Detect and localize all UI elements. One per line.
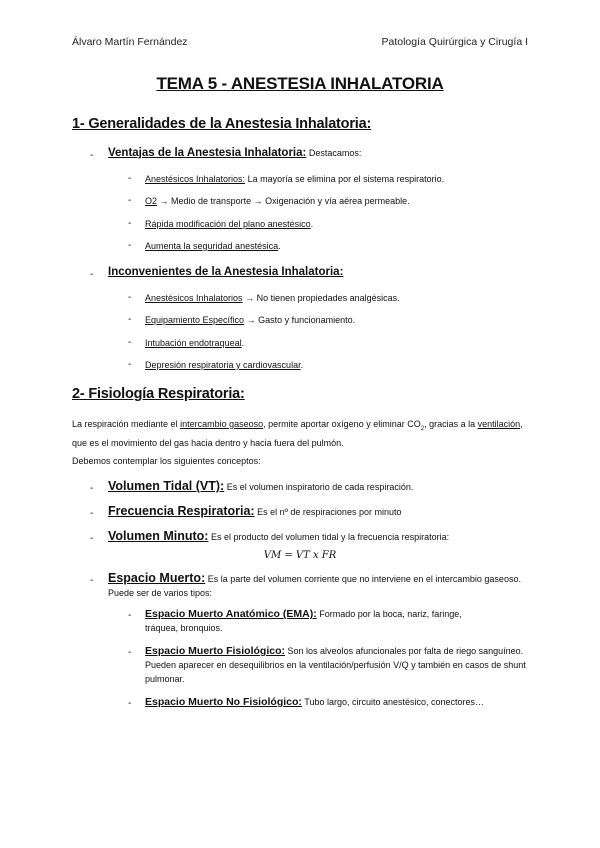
item-term: Anestésicos Inhalatorios [145,293,243,303]
item-text: → No tienen propiedades analgésicas. [245,293,400,303]
item-term: Espacio Muerto No Fisiológico: [145,696,302,708]
item-term: Anestésicos Inhalatorios: [145,174,246,184]
formula: VM = VT x FR [263,550,337,561]
volumen-minuto-row [108,529,449,543]
inconvenientes-row [108,266,343,278]
bullet-dash: - [128,359,132,370]
item-term: Rápida modificación del plano anestésico [145,219,311,229]
section-1-heading: 1- Generalidades de la Anestesia Inhalatoria: [72,116,372,132]
item-text: . [310,219,314,229]
bullet-dash: - [128,337,132,348]
item-text: . [300,360,304,370]
item-text: Son los alveolos afuncionales por falta de riego sanguíneo. Pueden aparecer en desequilibrios en la ventilación/perfusión V/Q y también en casos de shunt pulmonar. [145,646,526,684]
item-text: Tubo largo, circuito anestésico, conectores… [304,697,485,707]
concepts-intro: Debemos contemplar los siguientes conceptos: [72,456,261,466]
bullet-dash: - [90,575,94,586]
bullet-dash: - [128,173,132,184]
concept-text: Es el nº de respiraciones por minuto [257,507,402,517]
ventajas-row [108,147,361,159]
frecuencia-row [108,504,401,518]
bullet-dash: - [90,269,94,280]
inconvenientes-item [145,360,303,370]
bullet-dash: - [128,314,132,325]
bullet-dash: - [128,292,132,303]
espacio-item [145,695,528,709]
item-text: → Medio de transporte → Oxigenación y vía aérea permeable. [159,196,410,206]
inconvenientes-item [145,338,244,348]
espacio-muerto-row [108,571,528,600]
bullet-dash: - [90,150,94,161]
bullet-dash: - [90,533,94,544]
concept-term: Volumen Tidal (VT): [108,479,225,493]
bullet-dash: - [128,218,132,229]
bullet-dash: - [128,195,132,206]
item-text: . [278,241,281,251]
espacio-item [145,644,528,686]
volumen-tidal-row [108,479,413,493]
item-text: → Gasto y funcionamiento. [246,315,356,325]
ventajas-label: Ventajas de la Anestesia Inhalatoria: [108,147,307,159]
header-author: Álvaro Martín Fernández [72,36,188,48]
bullet-dash: - [128,610,132,621]
bullet-dash: - [90,483,94,494]
bullet-dash: - [128,698,132,709]
ventajas-suffix: Destacamos: [308,148,362,158]
item-text: La mayoría se elimina por el sistema respiratorio. [247,174,445,184]
inconvenientes-label: Inconvenientes de la Anestesia Inhalatoria: [108,266,344,278]
item-term: Aumenta la seguridad anestésica [145,241,279,251]
concept-text: Es la parte del volumen corriente que no interviene en el intercambio gaseoso. Puede ser de varios tipos: [108,574,521,598]
inconvenientes-item [145,315,355,325]
item-text: . [241,338,245,348]
item-term: Depresión respiratoria y cardiovascular [145,360,301,370]
inconvenientes-item [145,293,400,303]
concept-term: Frecuencia Respiratoria: [108,504,255,518]
item-term: Intubación endotraqueal [145,338,242,348]
ventajas-item [145,219,313,229]
intro-paragraph: La respiración mediante el intercambio gaseoso, permite aportar oxígeno y eliminar $CO_2$, gracias a la ventilación, que es el movimiento del gas hacia dentro y hacia fuera del pulmón. [72,419,523,448]
bullet-dash: - [128,240,132,251]
ventajas-item [145,241,281,251]
item-text: Formado por la boca, nariz, faringe, tráquea, bronquios. [145,609,462,633]
item-term: Espacio Muerto Anatómico (EMA): [145,608,317,620]
header-course: Patología Quirúrgica y Cirugía I [381,36,528,48]
espacio-item [145,607,490,635]
concept-term: Espacio Muerto: [108,571,206,585]
bullet-dash: - [90,508,94,519]
item-term: Equipamiento Específico [145,315,245,325]
document-title: TEMA 5 - ANESTESIA INHALATORIA [156,74,444,93]
ventajas-item [145,196,410,206]
concept-text: Es el producto del volumen tidal y la frecuencia respiratoria: [210,532,450,542]
concept-text: Es el volumen inspiratorio de cada respiración. [226,482,414,492]
bullet-dash: - [128,647,132,658]
section-2-heading: 2- Fisiología Respiratoria: [72,386,245,402]
item-term: O2 [145,196,158,206]
concept-term: Volumen Minuto: [108,529,209,543]
ventajas-item [145,174,444,184]
item-term: Espacio Muerto Fisiológico: [145,645,286,657]
